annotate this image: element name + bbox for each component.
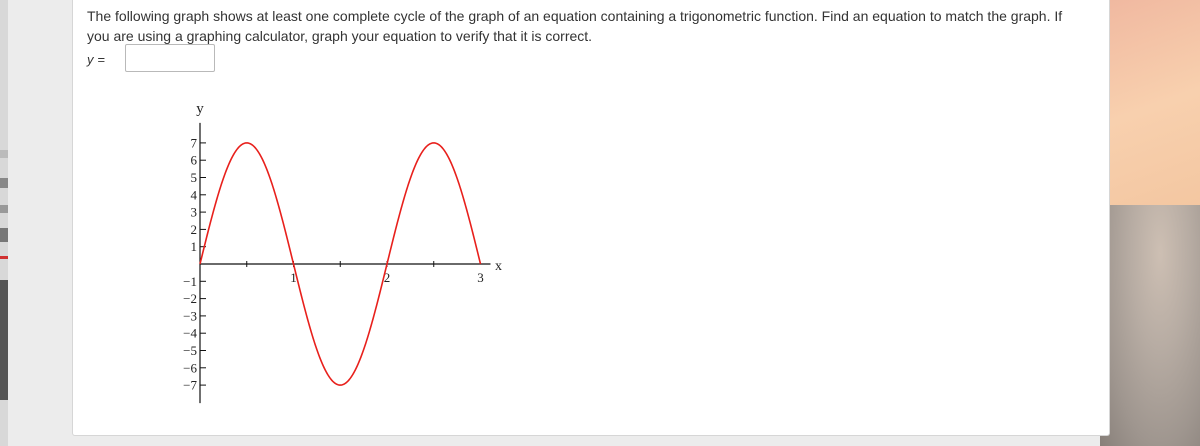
y-tick-label: 4 [190, 187, 197, 203]
answer-equals: = [97, 52, 106, 67]
question-text: The following graph shows at least one complete cycle of the graph of an equation containing a trigonometric function. Find an equation to match the graph. If you are using a graphing calculator, graph your equation to verify that it is correct. [87, 8, 1063, 44]
axes [200, 123, 491, 403]
y-tick-label: −5 [183, 343, 197, 358]
trig-graph [73, 0, 1109, 436]
y-tick-label: 5 [190, 170, 197, 185]
y-tick-label: 3 [190, 204, 197, 220]
desktop-wallpaper [1100, 0, 1200, 446]
answer-variable: y [87, 52, 94, 67]
x-tick-label: 2 [383, 270, 391, 285]
left-window-edge [0, 0, 8, 446]
y-tick-label: −3 [183, 308, 197, 324]
y-axis-label: y [196, 100, 204, 117]
y-tick-label: 2 [190, 221, 197, 237]
y-tick-label: 6 [190, 152, 197, 168]
question-panel [72, 0, 1110, 436]
y-tick-label: −6 [183, 360, 197, 376]
y-tick-label: −4 [183, 325, 197, 341]
x-tick-label: 1 [290, 270, 297, 285]
y-tick-label: −7 [183, 377, 197, 393]
y-tick-labels [183, 135, 197, 392]
x-tick-label: 3 [477, 270, 484, 285]
y-tick-label: −2 [183, 291, 197, 307]
y-tick-label: 7 [190, 135, 197, 151]
y-tick-label: 1 [190, 239, 197, 255]
x-tick-labels [290, 270, 484, 285]
y-tick-label: −1 [183, 273, 197, 289]
x-axis-label: x [495, 259, 502, 274]
